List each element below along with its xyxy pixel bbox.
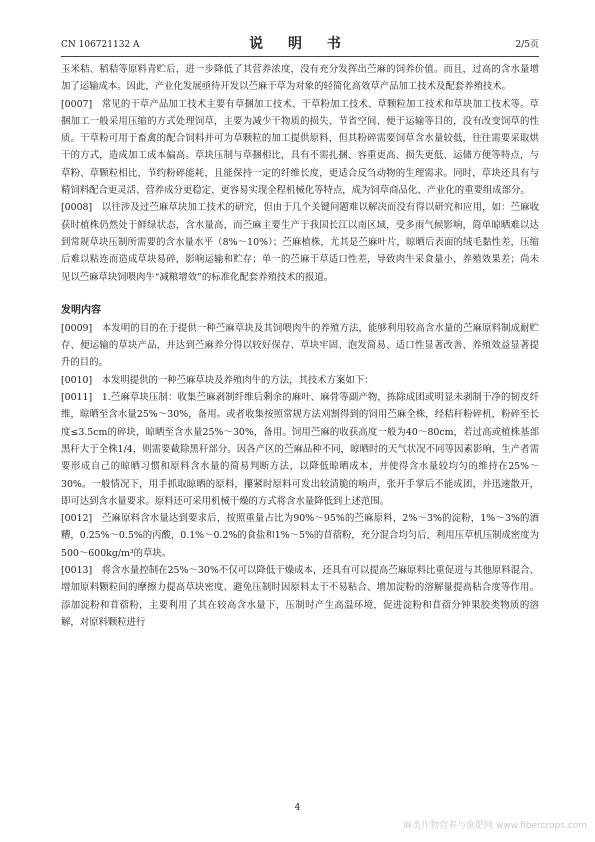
paragraph-text: 常见的干草产品加工技术主要有草捆加工技术、干草粉加工技术、草颗粒加工技术和草块加工技术等。草捆加工一般采用压缩的方式处理饲草，主要为减少干物质的损失、节省空间、便于运输等目的，没有改变饲草的性质。干草粉可用于畜禽的配合饲料并可为草颗粒的加工提供原料，但其粉碎需要饲草含水量较低，往往需要采取烘干的方式，造成加工成本偏高。草块压制与草捆相比，具有不需扎捆、容重更高、损失更低、运储方便等特点，与草粉、草颗粒相比，节约粉碎能耗，且能保持一定的纤维长度，更适合反刍动物的生理需求。同时，草块还具有与精饲料配合更灵活、营养成分更稳定、更容易实现全程机械化等特点，成为饲草商品化、产业化的重要组成部分。 — [61, 98, 539, 197]
paragraph-text: 本发明提供的一种苎麻草块及养殖肉牛的方法，其技术方案如下： — [101, 374, 374, 386]
document-title: 说 明 书 — [249, 36, 351, 52]
section-heading: 发明内容 — [61, 304, 101, 316]
paragraph-number: [0007] — [61, 98, 93, 110]
paragraph-number: [0009] — [61, 322, 93, 334]
patent-number: CN 106721132 A — [61, 40, 140, 50]
paragraph-0009 — [61, 320, 539, 372]
paragraph-text: 玉米秸、稻秸等原料青贮后，进一步降低了其营养浓度，没有充分发挥出苎麻的饲养价值。而且，过高的含水量增加了运输成本。因此，产业化发展亟待开发以苎麻干草为对象的轻简化高效草产品加工技术及配套养殖技术。 — [61, 64, 539, 93]
paragraph-text: 将含水量控制在25%～30%不仅可以降低干燥成本，还具有可以提高苎麻原料比重促进与其他原料混合、增加原料颗粒间的摩擦力提高草块密度、避免压制时因原料太干不易粘合、增加淀粉的溶解量提高粘合度等作用。添加淀粉和苜蓿粉，主要利用了其在较高含水量下，压制时产生高温环境，促进淀粉和苜蓿分钟果胶类物质的溶解，对原料颗粒进行 — [61, 565, 539, 628]
paragraph-number: [0008] — [61, 202, 93, 214]
paragraph-0012 — [61, 510, 539, 562]
paragraph-0007 — [61, 96, 539, 200]
page-number: 4 — [294, 803, 301, 813]
paragraph-number: [0013] — [61, 565, 93, 577]
paragraph-0011 — [61, 389, 539, 510]
paragraph-number: [0012] — [61, 513, 93, 525]
page-header — [61, 30, 539, 57]
paragraph-0013 — [61, 562, 539, 631]
paragraph-continued — [61, 61, 539, 96]
paragraph-text: 苎麻原料含水量达到要求后，按照重量占比为90%～95%的苎麻原料，2%～3%的淀粉，1%～3%的酒糟，0.25%～0.5%的丙酸，0.1%～0.2%的食盐和1%～5%的苜蓿粉，充分混合均匀后，利用压草机压制成密度为500～600kg/m³的草块。 — [61, 513, 539, 559]
paragraph-number: [0011] — [61, 392, 93, 404]
document-body — [61, 61, 539, 631]
paragraph-text: 本发明的目的在于提供一种苎麻草块及其饲喂肉牛的养殖方法，能够利用较高含水量的苎麻原料制成耐贮存、便运输的草块产品，并达到苎麻养分得以较好保存、草块牢固、泡发简易、适口性显著改善、养殖效益显著提升的目的。 — [61, 322, 539, 369]
paragraph-0010 — [61, 372, 539, 389]
paragraph-text: 以往涉及过苎麻草块加工技术的研究，但由于几个关键问题难以解决而没有得以研究和应用，如：苎麻收获时植株仍然处于鲜绿状态，含水量高，而苎麻主要生产于我国长江以南区域，受多雨气候影响，简单晾晒难以达到常规草块压制所需要的含水量水平（8%～10%）；苎麻植株，尤其是苎麻叶片，晾晒后表面的绒毛黏性差，压缩后难以粘连而造成草块易碎，影响运输和贮存；单一的苎麻干草适口性差，导致肉牛采食量小，养殖效果差；尚未见以苎麻草块饲喂肉牛“减粮增效”的标准化配套养殖技术的报道。 — [61, 202, 539, 283]
paragraph-text: 1.苎麻草块压制：收集苎麻剥制纤维后剩余的麻叶、麻骨等副产物，拣除成团或明显未剥制干净的韧皮纤维，晾晒至含水量25%～30%，备用。或者收集按照常规方法刈割得到的饲用苎麻全株，经秸秆粉碎机，粉碎至长度≤3.5cm的碎块，晾晒至含水量25%～30%，备用。饲用苎麻的收获高度一般为40～80cm，若过高或植株基部黑秆大于全株1/4，则需要截除黑秆部分。因各产区的苎麻品种不同，晾晒时的天气状况不同等因素影响，生产者需要形成自己的晾晒习惯和原料含水量的简易判断方法，以降低晾晒成本，并使得含水量较均匀的维持在25%～30%。一般情况下，用手抓取晾晒的原料，攥紧时原料可发出较清脆的响声，张开手掌后不能成团，并迅速散开，即可达到含水量要求。原料还可采用机械干燥的方式将含水量降低到上述范围。 — [61, 392, 539, 507]
site-watermark: 麻类作物营养与施肥网 www.fibercrops.com — [403, 821, 587, 831]
paragraph-0008 — [61, 199, 539, 285]
paragraph-number: [0010] — [61, 374, 93, 386]
page-indicator: 2/5页 — [515, 40, 539, 50]
